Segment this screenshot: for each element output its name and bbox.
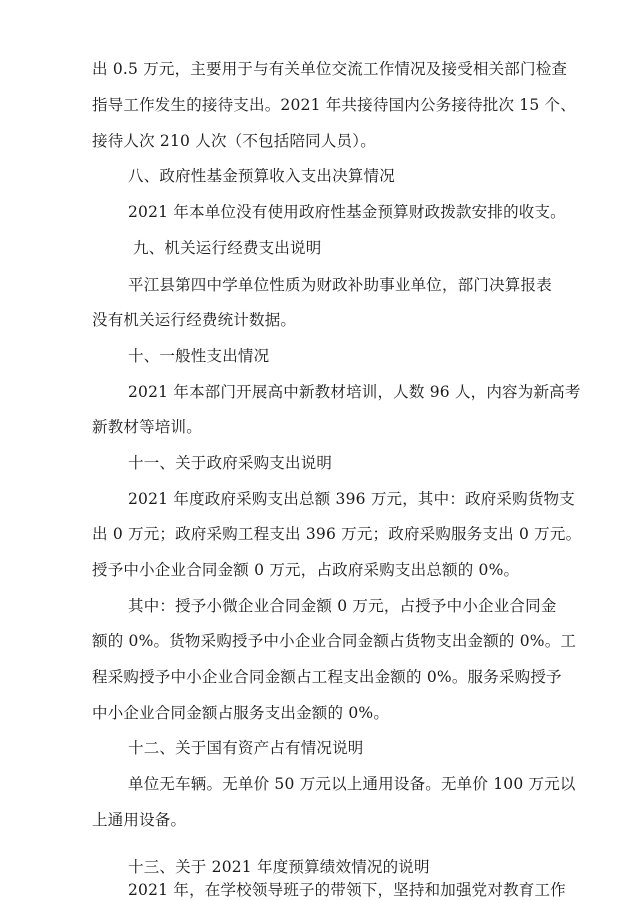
text-line: 指导工作发生的接待支出。2021 年共接待国内公务接待批次 15 个、 — [92, 96, 576, 114]
text-line: 中小企业合同金额占服务支出金额的 0%。 — [92, 704, 390, 722]
text-line: 出 0.5 万元，主要用于与有关单位交流工作情况及接受相关部门检查 — [92, 60, 568, 78]
section-heading: 十二、关于国有资产占有情况说明 — [128, 739, 364, 757]
text-line: 单位无车辆。无单价 50 万元以上通用设备。无单价 100 万元以 — [128, 775, 576, 793]
section-heading: 十三、关于 2021 年度预算绩效情况的说明 — [128, 858, 430, 876]
section-heading: 十、一般性支出情况 — [128, 347, 270, 365]
text-line: 2021 年度政府采购支出总额 396 万元，其中：政府采购货物支 — [128, 490, 575, 508]
text-line: 程采购授予中小企业合同金额占工程支出金额的 0%。服务采购授予 — [92, 668, 562, 686]
text-line: 新教材等培训。 — [92, 418, 202, 436]
text-line: 其中：授予小微企业合同金额 0 万元，占授予中小企业合同金 — [128, 597, 557, 615]
text-line: 上通用设备。 — [92, 811, 187, 829]
text-line: 没有机关运行经费统计数据。 — [92, 311, 297, 329]
section-heading: 九、机关运行经费支出说明 — [133, 239, 322, 257]
text-line: 平江县第四中学单位性质为财政补助事业单位，部门决算报表 — [128, 276, 552, 294]
text-line: 2021 年，在学校领导班子的带领下，坚持和加强党对教育工作 — [128, 881, 566, 899]
text-line: 2021 年本部门开展高中新教材培训，人数 96 人，内容为新高考 — [128, 383, 581, 401]
text-line: 出 0 万元；政府采购工程支出 396 万元；政府采购服务支出 0 万元。 — [92, 525, 582, 543]
section-heading: 八、政府性基金预算收入支出决算情况 — [128, 167, 395, 185]
text-line: 授予中小企业合同金额 0 万元，占政府采购支出总额的 0%。 — [92, 561, 520, 579]
text-line: 额的 0%。货物采购授予中小企业合同金额占货物支出金额的 0%。工 — [92, 632, 577, 650]
section-heading: 十一、关于政府采购支出说明 — [128, 454, 333, 472]
text-line: 接待人次 210 人次（不包括陪同人员）。 — [92, 132, 376, 150]
text-line: 2021 年本单位没有使用政府性基金预算财政拨款安排的收支。 — [128, 203, 566, 221]
